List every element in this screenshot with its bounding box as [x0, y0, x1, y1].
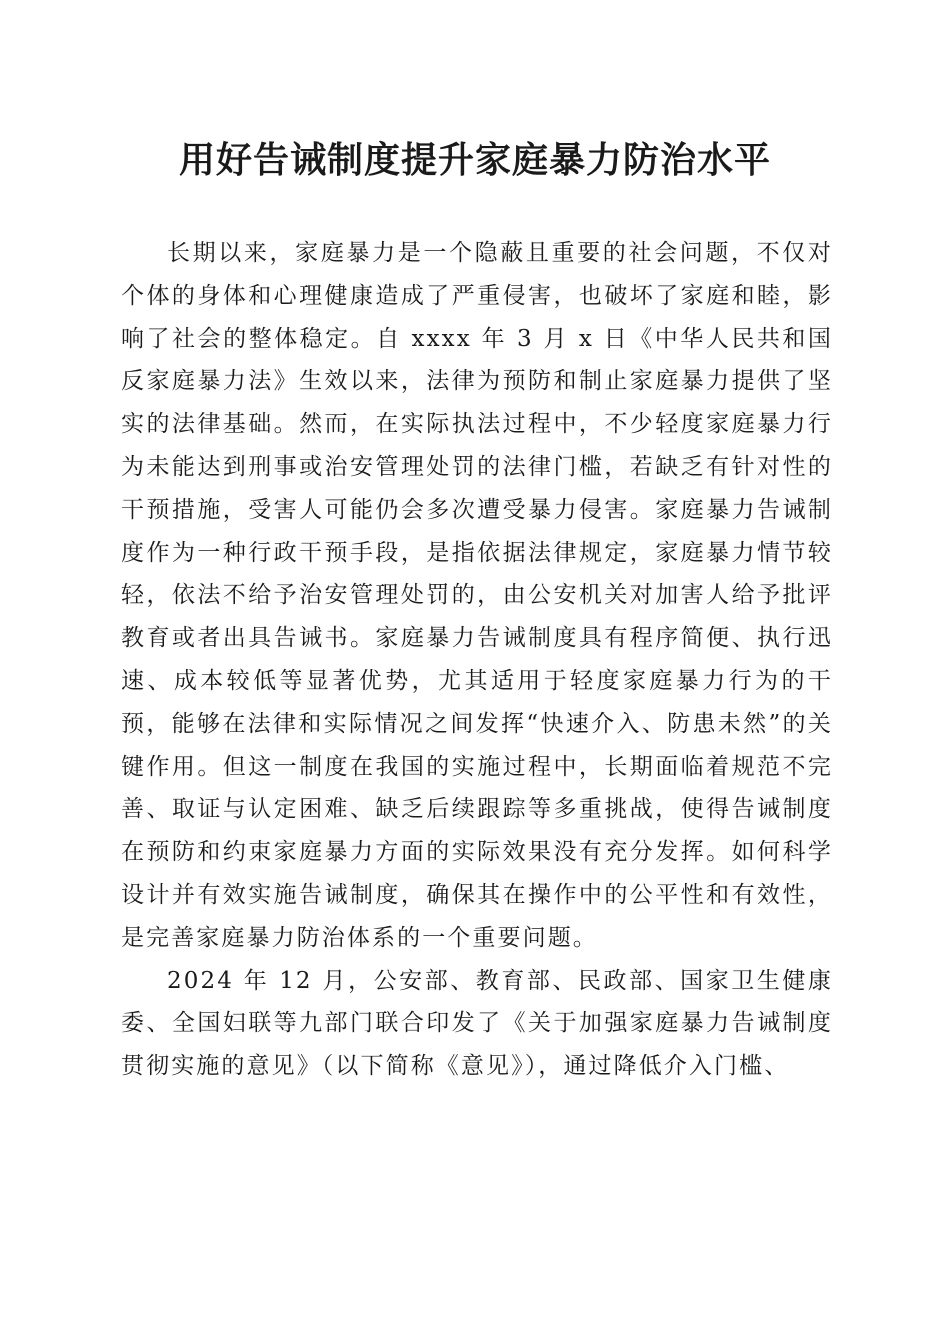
paragraph-1: 长期以来，家庭暴力是一个隐蔽且重要的社会问题，不仅对个体的身体和心理健康造成了严重侵害，也破坏了家庭和睦，影响了社会的整体稳定。自 xxxx 年 3 月 x 日《中华人民共和国反家庭暴力法》生效以来，法律为预防和制止家庭暴力提供了坚实的法律基础。然而，在实际执法过程中，不少轻度家庭暴力行为未能达到刑事或治安管理处罚的法律门槛，若缺乏有针对性的干预措施，受害人可能仍会多次遭受暴力侵害。家庭暴力告诫制度作为一种行政干预手段，是指依据法律规定，家庭暴力情节较轻，依法不给予治安管理处罚的，由公安机关对加害人给予批评教育或者出具告诫书。家庭暴力告诫制度具有程序简便、执行迅速、成本较低等显著优势，尤其适用于轻度家庭暴力行为的干预，能够在法律和实际情况之间发挥“快速介入、防患未然”的关键作用。但这一制度在我国的实施过程中，长期面临着规范不完善、取证与认定困难、缺乏后续跟踪等多重挑战，使得告诫制度在预防和约束家庭暴力方面的实际效果没有充分发挥。如何科学设计并有效实施告诫制度，确保其在操作中的公平性和有效性，是完善家庭暴力防治体系的一个重要问题。: [121, 240, 833, 951]
document-title: 用好告诫制度提升家庭暴力防治水平: [178, 139, 771, 181]
document-body: [121, 232, 833, 1088]
paragraph-2: 2024 年 12 月，公安部、教育部、民政部、国家卫生健康委、全国妇联等九部门联合印发了《关于加强家庭暴力告诫制度贯彻实施的意见》（以下简称《意见》），通过降低介入门槛、: [121, 967, 833, 1080]
